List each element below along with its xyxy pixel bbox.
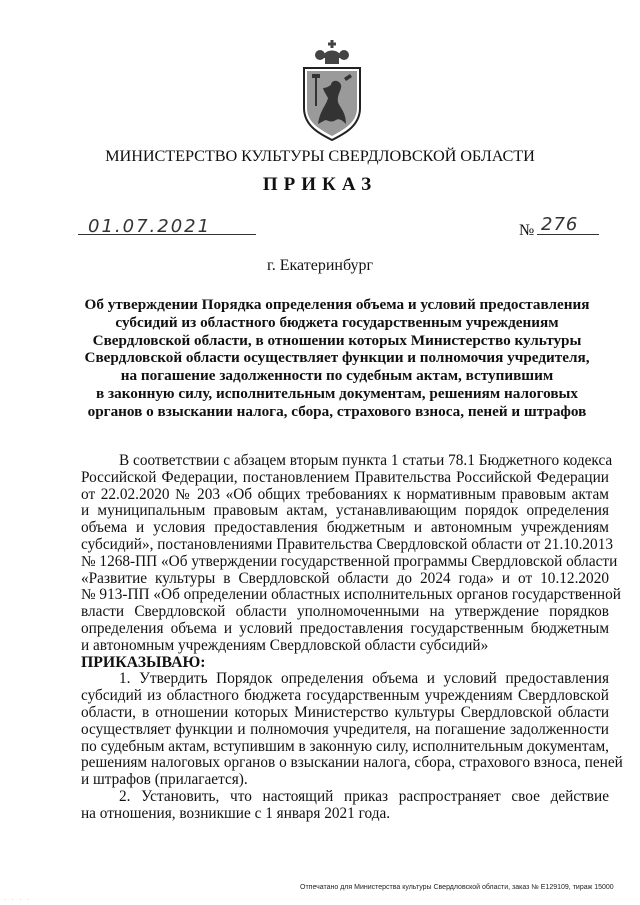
title-line: субсидий из областного бюджета государственным учреждениям [115,313,559,331]
body-line: № 1268-ПП «Об утверждении государственной программы Свердловской области [81,552,618,570]
body-line: 1. Утвердить Порядок определения объема и условий предоставления [119,670,609,688]
body-line: субсидий», постановлениями Правительства Свердловской области от 21.10.2013 [81,535,613,553]
order-date: 01.07.2021 [88,216,212,237]
body-line: по судебным актам, вступившим в законную силу, исполнительным документам, [81,737,609,755]
order-number: 276 [541,214,579,235]
document-type: ПРИКАЗ [262,174,378,195]
body-line: решениям налоговых органов о взыскании налога, сбора, страхового взноса, пеней [81,754,623,772]
number-label: № [519,222,535,239]
item-2-paragraph [81,789,609,823]
city: г. Екатеринбург [266,257,374,274]
date-underline [78,234,256,235]
body-line: и автономным учреждениям Свердловской области субсидий» [81,636,489,654]
body-line: № 913-ПП «Об определении областных исполнительных органов государственной [81,586,621,604]
title-line: Свердловской области осуществляет функции и полномочия учредителя, [84,349,590,367]
scan-dots: · · · · [4,897,31,903]
body-line: осуществляет функции и полномочия учредителя, на погашение задолженности [81,720,609,738]
title-line: органов о взыскании налога, сбора, страхового взноса, пеней и штрафов [87,402,587,420]
title-line: Об утверждении Порядка определения объема и условий предоставления [84,296,590,313]
title-line: в законную силу, исполнительным документам, решениям налоговых [96,384,578,402]
document-body [81,452,623,823]
document-title [84,296,590,421]
body-line: В соответствии с абзацем вторым пункта 1 статьи 78.1 Бюджетного кодекса [119,452,613,469]
coat-of-arms-icon [296,38,368,142]
preamble-paragraph [81,452,621,655]
item-1-paragraph [81,670,623,789]
ministry-name: МИНИСТЕРСТВО КУЛЬТУРЫ СВЕРДЛОВСКОЙ ОБЛАСТИ [105,146,535,165]
order-word: ПРИКАЗЫВАЮ: [81,653,206,671]
number-underline [537,234,599,235]
body-line: объема и условия предоставления бюджетным и автономным учреждениям [81,519,609,537]
body-line: власти Свердловской области уполномоченными на утверждение порядков [81,603,609,621]
body-line: «Развитие культуры в Свердловской области до 2024 года» и от 10.12.2020 [81,569,609,587]
body-line: на отношения, возникшие с 1 января 2021 года. [81,804,391,822]
body-line: 2. Установить, что настоящий приказ распространяет свое действие [119,787,609,805]
body-line: от 22.02.2020 № 203 «Об общих требованиях к нормативным правовым актам [81,485,609,503]
title-line: на погашение задолженности по судебным актам, вступившим [120,367,554,385]
body-line: Российской Федерации, постановлением Правительства Российской Федерации [81,468,609,486]
body-line: и муниципальным правовым актам, устанавливающим порядок определения [81,502,609,520]
body-line: определения объема и условий предоставления государственным бюджетным [81,619,609,637]
body-line: области, в отношении которых Министерство культуры Свердловской области [81,703,609,721]
body-line: субсидий из областного бюджета государственным учреждениям Свердловской [81,687,609,705]
title-line: Свердловской области, в отношении которых Министерство культуры [92,331,582,349]
print-note: Отпечатано для Министерства культуры Свердловской области, заказ № Е129109, тираж 15000 [300,884,614,891]
body-line: и штрафов (прилагается). [81,771,248,789]
